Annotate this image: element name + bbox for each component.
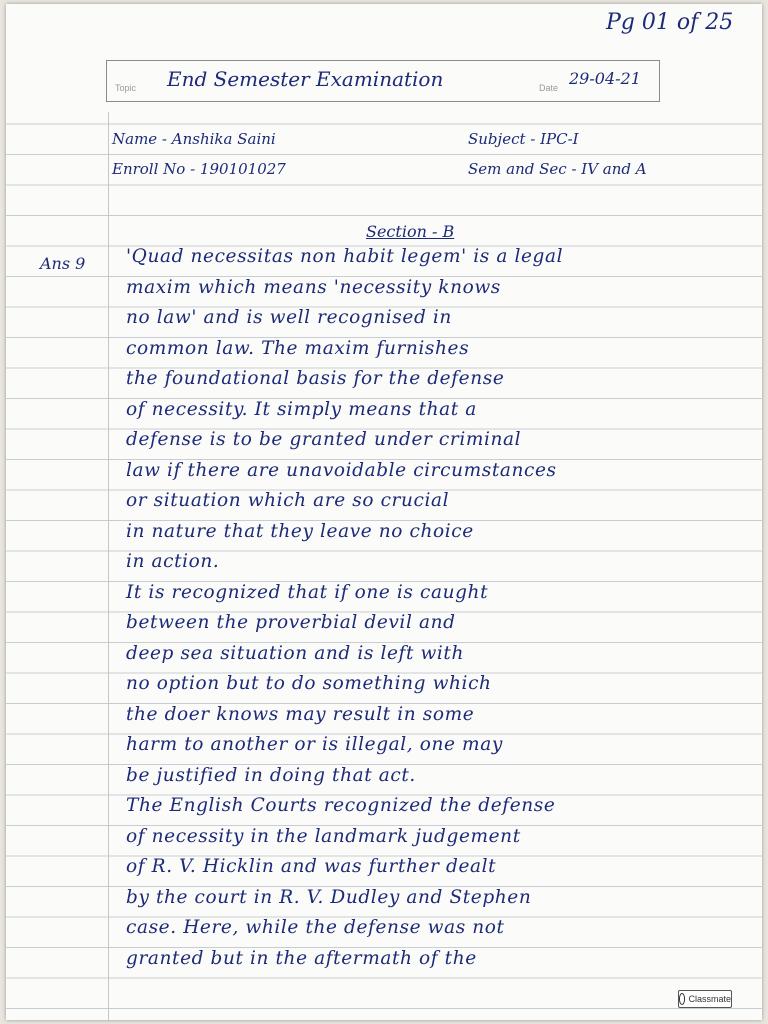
answer-line: of necessity. It simply means that a bbox=[126, 398, 477, 420]
answer-number: Ans 9 bbox=[40, 254, 86, 273]
answer-line: between the proverbial devil and bbox=[126, 612, 456, 633]
answer-line: maxim which means 'necessity knows bbox=[126, 276, 501, 298]
answer-line: deep sea situation and is left with bbox=[126, 642, 464, 664]
left-margin-rule bbox=[108, 112, 109, 1020]
topic-label: Topic bbox=[115, 83, 137, 93]
topic-value: End Semester Examination bbox=[167, 67, 444, 91]
date-value: 29-04-21 bbox=[569, 69, 641, 88]
answer-line: in nature that they leave no choice bbox=[126, 520, 474, 542]
page-number: Pg 01 of 25 bbox=[606, 10, 734, 35]
notebook-page bbox=[6, 4, 762, 1020]
brand-logo-text: Classmate bbox=[688, 994, 731, 1004]
answer-line: by the court in R. V. Dudley and Stephen bbox=[126, 886, 532, 908]
answer-line: the doer knows may result in some bbox=[126, 703, 475, 725]
answer-line: or situation which are so crucial bbox=[126, 490, 450, 511]
answer-line: of R. V. Hicklin and was further dealt bbox=[126, 856, 497, 877]
answer-line: granted but in the aftermath of the bbox=[126, 947, 477, 969]
answer-line: It is recognized that if one is caught bbox=[126, 581, 489, 603]
brand-mark-icon bbox=[679, 993, 685, 1005]
answer-line: the foundational basis for the defense bbox=[126, 368, 505, 389]
answer-line: no option but to do something which bbox=[126, 673, 492, 694]
answer-line: harm to another or is illegal, one may bbox=[126, 734, 503, 755]
subject: Subject - IPC-I bbox=[468, 130, 579, 148]
answer-line: in action. bbox=[126, 551, 220, 572]
semester-section: Sem and Sec - IV and A bbox=[468, 160, 647, 178]
answer-line: 'Quad necessitas non habit legem' is a legal bbox=[126, 246, 564, 267]
student-name: Name - Anshika Saini bbox=[112, 130, 276, 148]
answer-line: The English Courts recognized the defense bbox=[126, 795, 556, 816]
answer-line: defense is to be granted under criminal bbox=[126, 429, 522, 450]
date-label: Date bbox=[539, 83, 559, 93]
answer-line: of necessity in the landmark judgement bbox=[126, 825, 521, 847]
brand-logo bbox=[678, 990, 732, 1008]
enrollment-number: Enroll No - 190101027 bbox=[112, 160, 286, 178]
answer-line: no law' and is well recognised in bbox=[126, 307, 452, 328]
answer-line: case. Here, while the defense was not bbox=[126, 917, 505, 938]
topic-date-box bbox=[106, 60, 660, 102]
answer-line: common law. The maxim furnishes bbox=[126, 337, 470, 359]
section-title: Section - B bbox=[366, 222, 455, 241]
answer-line: be justified in doing that act. bbox=[126, 764, 416, 786]
answer-line: law if there are unavoidable circumstances bbox=[126, 459, 557, 481]
